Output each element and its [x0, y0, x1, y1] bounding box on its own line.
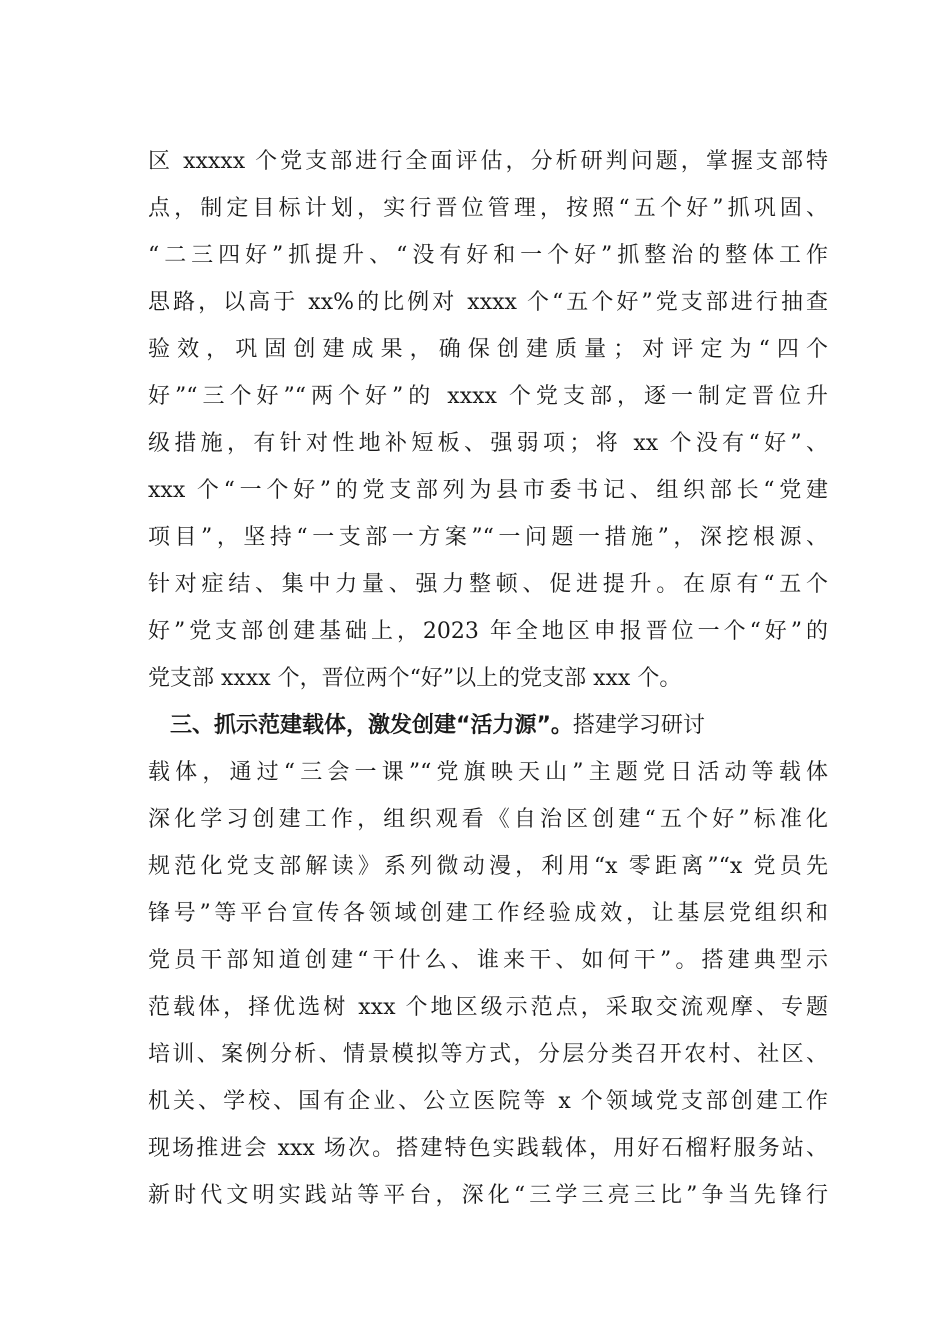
paragraph-lead-text: 搭建学习研讨 [572, 713, 705, 738]
paragraph-line: 好”党支部创建基础上，2023 年全地区申报晋位一个“好”的 [148, 619, 828, 644]
paragraph-line: xxx 个“一个好”的党支部列为县市委书记、组织部长“党建 [148, 478, 828, 503]
paragraph-demonstration [148, 702, 828, 1219]
paragraph-line: 深化学习创建工作，组织观看《自治区创建“五个好”标准化 [148, 807, 828, 832]
paragraph-line: 现场推进会 xxx 场次。搭建特色实践载体，用好石榴籽服务站、 [148, 1136, 828, 1161]
paragraph-line: 区 xxxxx 个党支部进行全面评估，分析研判问题，掌握支部特 [148, 149, 828, 174]
paragraph-line: 思路，以高于 xx%的比例对 xxxx 个“五个好”党支部进行抽查 [148, 290, 828, 315]
paragraph-line: 级措施，有针对性地补短板、强弱项；将 xx 个没有“好”、 [148, 431, 828, 456]
paragraph-line: 规范化党支部解读》系列微动漫，利用“x 零距离”“x 党员先 [148, 854, 828, 879]
paragraph-line: 项目”，坚持“一支部一方案”“一问题一措施”，深挖根源、 [148, 525, 828, 550]
paragraph-line: 载体，通过“三会一课”“党旗映天山”主题党日活动等载体 [148, 760, 828, 785]
paragraph-line: 点，制定目标计划，实行晋位管理，按照“五个好”抓巩固、 [148, 196, 828, 221]
paragraph-line: 培训、案例分析、情景模拟等方式，分层分类召开农村、社区、 [148, 1042, 828, 1067]
paragraph-evaluation [148, 138, 828, 702]
paragraph-line: 验效，巩固创建成果，确保创建质量；对评定为“四个 [148, 337, 828, 362]
section-heading: 三、抓示范建载体，激发创建“活力源”。 [170, 713, 573, 738]
paragraph-first-line [148, 702, 828, 749]
paragraph-line: 机关、学校、国有企业、公立医院等 x 个领域党支部创建工作 [148, 1089, 828, 1114]
paragraph-line: 好”“三个好”“两个好”的 xxxx 个党支部，逐一制定晋位升 [148, 384, 828, 409]
paragraph-line: 范载体，择优选树 xxx 个地区级示范点，采取交流观摩、专题 [148, 995, 828, 1020]
paragraph-line: 党员干部知道创建“干什么、谁来干、如何干”。搭建典型示 [148, 948, 828, 973]
paragraph-line: 锋号”等平台宣传各领域创建工作经验成效，让基层党组织和 [148, 901, 828, 926]
paragraph-line: “二三四好”抓提升、“没有好和一个好”抓整治的整体工作 [148, 243, 828, 268]
paragraph-line: 党支部 xxxx 个，晋位两个“好”以上的党支部 xxx 个。 [148, 666, 682, 691]
paragraph-line: 针对症结、集中力量、强力整顿、促进提升。在原有“五个 [148, 572, 828, 597]
paragraph-line: 新时代文明实践站等平台，深化“三学三亮三比”争当先锋行 [148, 1183, 828, 1208]
